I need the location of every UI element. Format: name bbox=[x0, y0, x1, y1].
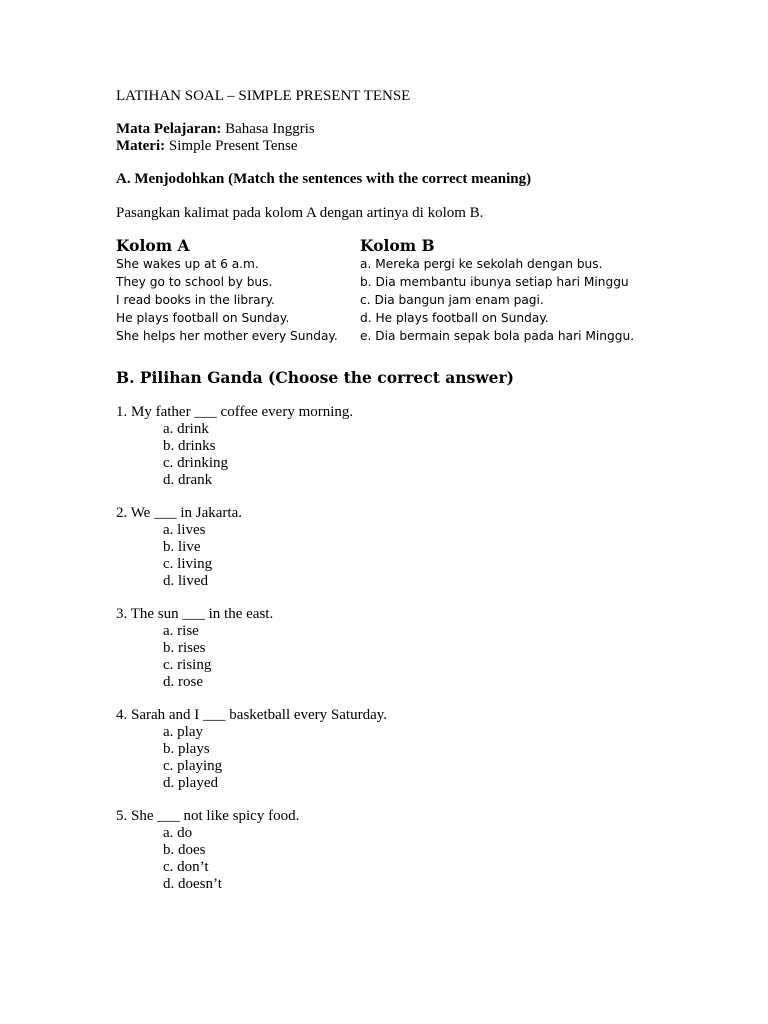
answer-option: a. play bbox=[163, 724, 203, 740]
column-b-item: b. Dia membantu ibunya setiap hari Minggu bbox=[360, 275, 629, 289]
question-text: 2. We ___ in Jakarta. bbox=[116, 505, 242, 521]
matching-columns bbox=[116, 236, 716, 343]
section-a-heading: A. Menjodohkan (Match the sentences with the correct meaning) bbox=[116, 171, 532, 187]
column-a bbox=[116, 236, 338, 345]
question-text: 3. The sun ___ in the east. bbox=[116, 606, 274, 622]
answer-option: d. drank bbox=[163, 472, 213, 488]
subject-line bbox=[116, 121, 716, 138]
answer-option: d. rose bbox=[163, 674, 203, 690]
column-a-heading: Kolom A bbox=[116, 236, 190, 255]
answer-option: b. rises bbox=[163, 640, 206, 656]
question-5 bbox=[116, 808, 716, 893]
answer-option: a. rise bbox=[163, 623, 199, 639]
question-text: 1. My father ___ coffee every morning. bbox=[116, 404, 354, 420]
column-a-item: They go to school by bus. bbox=[116, 275, 273, 289]
question-2 bbox=[116, 505, 716, 590]
answer-option: b. live bbox=[163, 539, 201, 555]
answer-option: c. playing bbox=[163, 758, 223, 774]
page-title: LATIHAN SOAL – SIMPLE PRESENT TENSE bbox=[116, 88, 411, 104]
section-b-heading: B. Pilihan Ganda (Choose the correct answer) bbox=[116, 368, 515, 387]
answer-option: b. drinks bbox=[163, 438, 216, 454]
question-text: 5. She ___ not like spicy food. bbox=[116, 808, 300, 824]
answer-option: c. rising bbox=[163, 657, 212, 673]
worksheet-page bbox=[116, 87, 716, 909]
answer-option: d. doesn’t bbox=[163, 876, 222, 892]
answer-option: c. drinking bbox=[163, 455, 228, 471]
column-b bbox=[360, 236, 634, 345]
subject-value: Bahasa Inggris bbox=[221, 121, 315, 137]
column-b-item: c. Dia bangun jam enam pagi. bbox=[360, 293, 544, 307]
question-3 bbox=[116, 606, 716, 691]
column-a-item: I read books in the library. bbox=[116, 293, 275, 307]
answer-option: b. plays bbox=[163, 741, 210, 757]
material-label: Materi: bbox=[116, 138, 166, 154]
answer-option: c. living bbox=[163, 556, 213, 572]
subject-label: Mata Pelajaran: bbox=[116, 121, 222, 137]
question-list bbox=[116, 404, 716, 893]
question-1 bbox=[116, 404, 716, 489]
material-value: Simple Present Tense bbox=[165, 138, 298, 154]
answer-option: a. drink bbox=[163, 421, 209, 437]
column-b-heading: Kolom B bbox=[360, 236, 435, 255]
column-a-item: She wakes up at 6 a.m. bbox=[116, 257, 259, 271]
section-a-instruction: Pasangkan kalimat pada kolom A dengan artinya di kolom B. bbox=[116, 205, 484, 221]
answer-option: d. lived bbox=[163, 573, 208, 589]
column-b-item: d. He plays football on Sunday. bbox=[360, 311, 549, 325]
answer-option: d. played bbox=[163, 775, 218, 791]
answer-option: b. does bbox=[163, 842, 206, 858]
answer-option: c. don’t bbox=[163, 859, 209, 875]
column-b-item: a. Mereka pergi ke sekolah dengan bus. bbox=[360, 257, 603, 271]
question-4 bbox=[116, 707, 716, 792]
meta-block bbox=[116, 121, 716, 155]
answer-option: a. lives bbox=[163, 522, 206, 538]
column-a-item: He plays football on Sunday. bbox=[116, 311, 290, 325]
column-a-item: She helps her mother every Sunday. bbox=[116, 329, 338, 343]
answer-option: a. do bbox=[163, 825, 193, 841]
question-text: 4. Sarah and I ___ basketball every Saturday. bbox=[116, 707, 388, 723]
column-b-item: e. Dia bermain sepak bola pada hari Minggu. bbox=[360, 329, 635, 343]
material-line bbox=[116, 138, 716, 155]
